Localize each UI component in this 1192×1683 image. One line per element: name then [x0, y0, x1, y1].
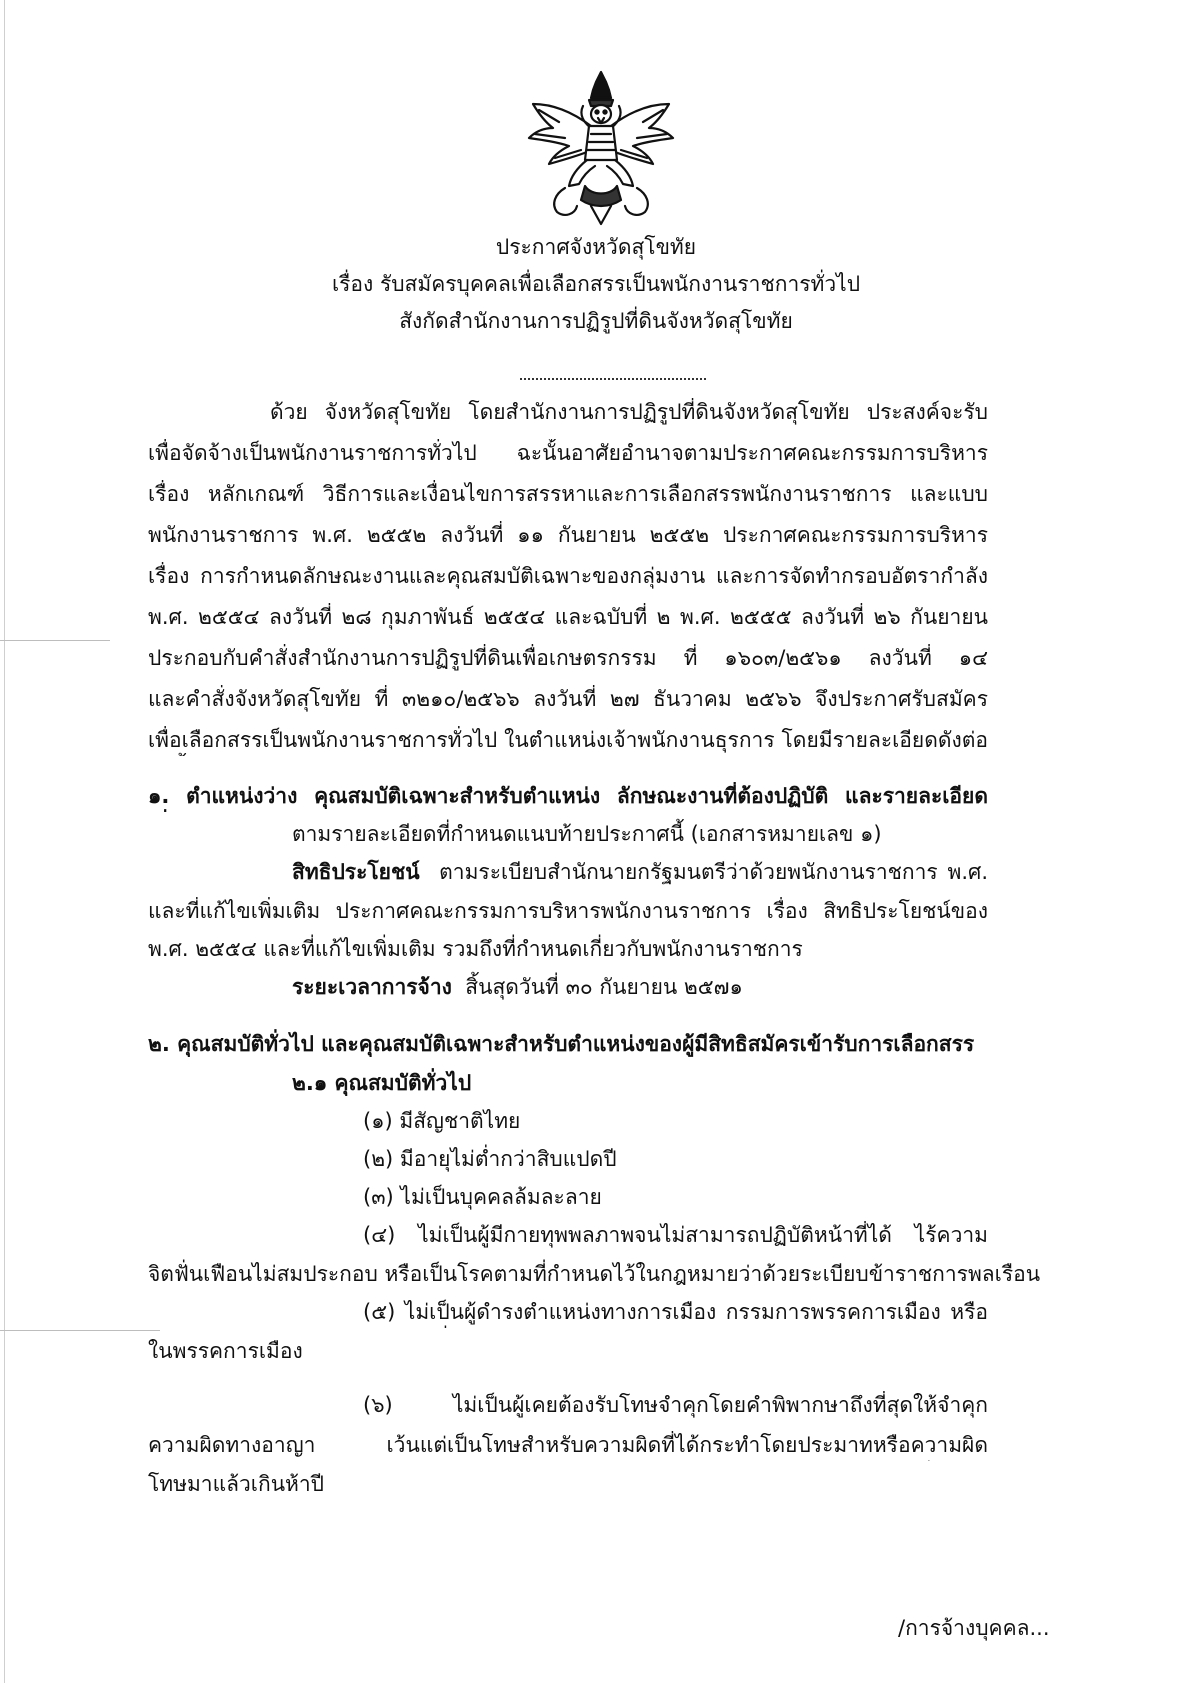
page-continuation: /การจ้างบุคคล... [898, 1616, 1050, 1640]
qualification-item: (๒) มีอายุไม่ต่ำกว่าสิบแปดปี [363, 1147, 617, 1171]
qualification-item: (๑) มีสัญชาติไทย [363, 1109, 521, 1133]
qualification-item-cont: ในพรรคการเมือง [148, 1339, 303, 1363]
section1-period [292, 973, 743, 1001]
qualification-item: (๖) ไม่เป็นผู้เคยต้องรับโทษจำคุกโดยคำพิพากษาถึงที่สุดให้จำคุก [363, 1393, 988, 1417]
section2-heading: ๒. คุณสมบัติทั่วไป และคุณสมบัติเฉพาะสำหรับตำแหน่งของผู้มีสิทธิสมัครเข้ารับการเลือกสรร [148, 1032, 975, 1056]
period-text: สิ้นสุดวันที่ ๓๐ กันยายน ๒๕๗๑ [465, 975, 743, 999]
intro-line: พนักงานราชการ พ.ศ. ๒๕๕๒ ลงวันที่ ๑๑ กันยายน ๒๕๕๒ ประกาศคณะกรรมการบริหาร [148, 523, 988, 547]
qualification-item-cont: ความผิดทางอาญา เว้นแต่เป็นโทษสำหรับความผิดที่ได้กระทำโดยประมาทหรือความผิด [148, 1433, 988, 1457]
qualification-item-cont: จิตฟั่นเฟือนไม่สมประกอบ หรือเป็นโรคตามที่กำหนดไว้ในกฎหมายว่าด้วยระเบียบข้าราชการพลเรือน [148, 1262, 1041, 1286]
section1-heading: ๑. ตำแหน่งว่าง คุณสมบัติเฉพาะสำหรับตำแหน่ง ลักษณะงานที่ต้องปฏิบัติ และรายละเอียด [148, 784, 988, 808]
section1-benefits [292, 858, 988, 888]
intro-line: ด้วย จังหวัดสุโขทัย โดยสำนักงานการปฏิรูปที่ดินจังหวัดสุโขทัย ประสงค์จะรับ [270, 400, 988, 424]
benefits-continuation: พ.ศ. ๒๕๕๔ และที่แก้ไขเพิ่มเติม รวมถึงที่กำหนดเกี่ยวกับพนักงานราชการ [148, 937, 803, 961]
benefits-continuation: และที่แก้ไขเพิ่มเติม ประกาศคณะกรรมการบริหารพนักงานราชการ เรื่อง สิทธิประโยชน์ของ [148, 899, 988, 923]
announcement-office: สังกัดสำนักงานการปฏิรูปที่ดินจังหวัดสุโขทัย [399, 309, 793, 333]
intro-line: เรื่อง การกำหนดลักษณะงานและคุณสมบัติเฉพาะของกลุ่มงาน และการจัดทำกรอบอัตรากำลัง [148, 564, 988, 588]
qualification-item: (๕) ไม่เป็นผู้ดำรงตำแหน่งทางการเมือง กรรมการพรรคการเมือง หรือ [363, 1300, 988, 1324]
scan-mark [0, 1330, 160, 1331]
announcement-title: ประกาศจังหวัดสุโขทัย [495, 235, 697, 259]
garuda-emblem-icon [525, 68, 677, 228]
benefits-label: สิทธิประโยชน์ [292, 860, 420, 884]
section2-subheading: ๒.๑ คุณสมบัติทั่วไป [292, 1071, 472, 1095]
intro-line: เรื่อง หลักเกณฑ์ วิธีการและเงื่อนไขการสรรหาและการเลือกสรรพนักงานราชการ และแบบ [148, 482, 988, 506]
qualification-item: (๔) ไม่เป็นผู้มีกายทุพพลภาพจนไม่สามารถปฏิบัติหน้าที่ได้ ไร้ความ [363, 1223, 988, 1247]
qualification-item-cont: โทษมาแล้วเกินห้าปี [148, 1472, 325, 1496]
period-label: ระยะเวลาการจ้าง [292, 975, 452, 999]
announcement-subject: เรื่อง รับสมัครบุคคลเพื่อเลือกสรรเป็นพนักงานราชการทั่วไป [331, 272, 861, 296]
scan-mark [0, 640, 110, 641]
intro-line: พ.ศ. ๒๕๕๔ ลงวันที่ ๒๘ กุมภาพันธ์ ๒๕๕๔ และฉบับที่ ๒ พ.ศ. ๒๕๕๕ ลงวันที่ ๒๖ กันยายน [148, 605, 988, 629]
qualification-item: (๓) ไม่เป็นบุคคลล้มละลาย [363, 1185, 602, 1209]
intro-line: และคำสั่งจังหวัดสุโขทัย ที่ ๓๒๑๐/๒๕๖๖ ลงวันที่ ๒๗ ธันวาคม ๒๕๖๖ จึงประกาศรับสมัคร [148, 687, 988, 711]
benefits-text: ตามระเบียบสำนักนายกรัฐมนตรีว่าด้วยพนักงานราชการ พ.ศ. [439, 860, 988, 884]
intro-line: เพื่อจัดจ้างเป็นพนักงานราชการทั่วไป ฉะนั้นอาศัยอำนาจตามประกาศคณะกรรมการบริหาร [148, 441, 988, 465]
section1-attachment: ตามรายละเอียดที่กำหนดแนบท้ายประกาศนี้ (เอกสารหมายเลข ๑) [292, 822, 882, 846]
intro-line: ประกอบกับคำสั่งสำนักงานการปฏิรูปที่ดินเพื่อเกษตรกรรม ที่ ๑๖๐๓/๒๕๖๑ ลงวันที่ ๑๔ [148, 646, 988, 670]
header-dotted-divider [520, 378, 706, 380]
intro-line: เพื่อเลือกสรรเป็นพนักงานราชการทั่วไป ในตำแหน่งเจ้าพนักงานธุรการ โดยมีรายละเอียดดังต่อ [148, 728, 988, 752]
